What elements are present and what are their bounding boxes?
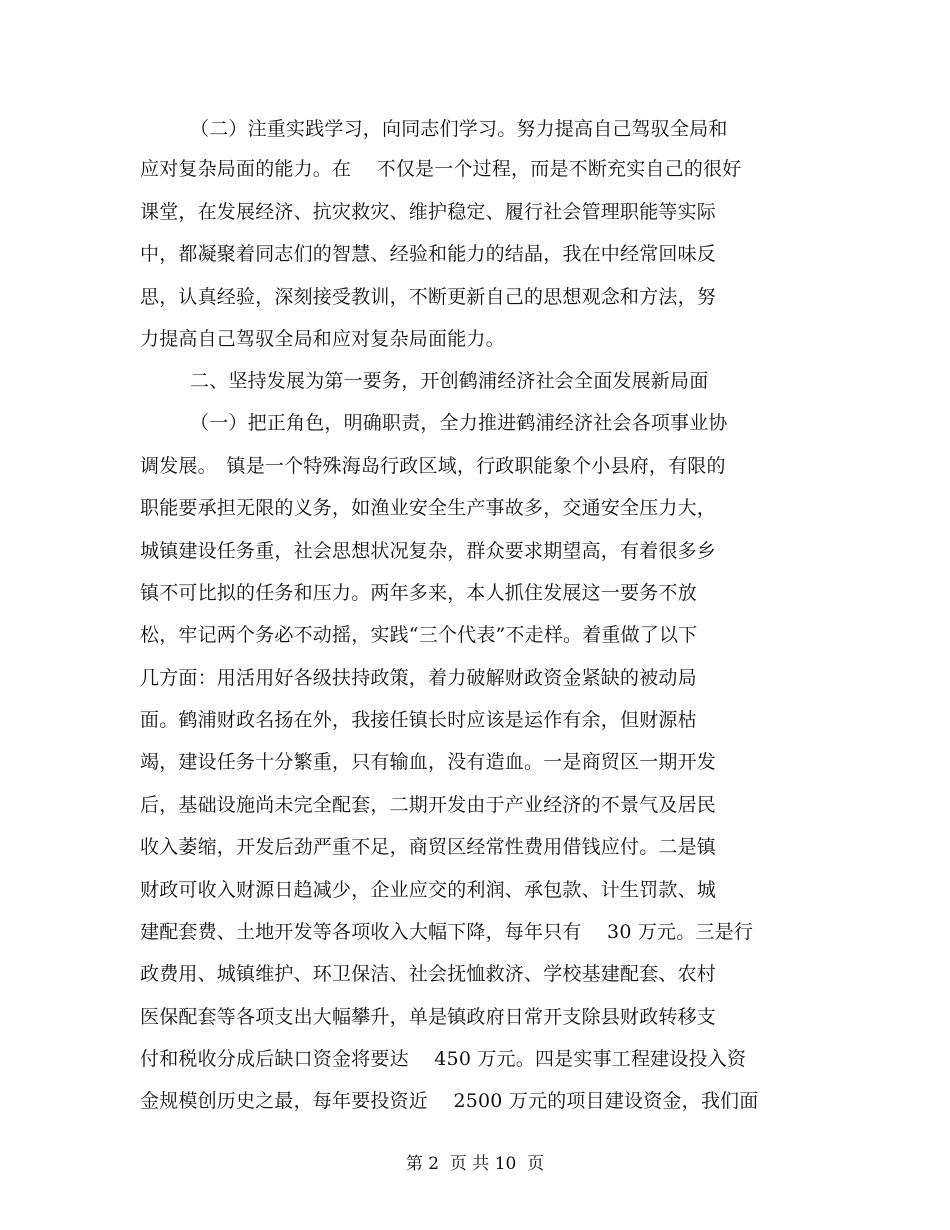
paragraph-line-9: 调发展。 镇是一个特殊海岛行政区域，行政职能象个小县府，有限的 — [140, 455, 726, 477]
page-number-footer: 第 2 页 共 10 页 — [405, 1154, 545, 1174]
section-heading: 二、坚持发展为第一要务，开创鹤浦经济社会全面发展新局面 — [190, 370, 709, 392]
paragraph-line-13: 松，牢记两个务必不动摇，实践“三个代表”不走样。着重做了以下 — [140, 624, 698, 646]
paragraph-line-21: 政费用、城镇维护、环卫保洁、社会抚恤救济、学校基建配套、农村 — [140, 963, 717, 985]
paragraph-line-1: （二）注重实践学习，向同志们学习。努力提高自己驾驭全局和 — [190, 118, 728, 140]
paragraph-line-24: 金规模创历史之最，每年要投资近 2500 万元的项目建设资金，我们面 — [140, 1090, 759, 1112]
paragraph-line-14: 几方面：用活用好各级扶持政策，着力破解财政资金紧缺的被动局 — [140, 667, 697, 689]
paragraph-line-22: 医保配套等各项支出大幅攀升，单是镇政府日常开支除县财政转移支 — [140, 1006, 717, 1028]
paragraph-line-23: 付和税收分成后缺口资金将要达 450 万元。四是实事工程建设投入资 — [140, 1048, 747, 1070]
paragraph-line-11: 城镇建设任务重，社会思想状况复杂，群众要求期望高，有着很多乡 — [140, 540, 717, 562]
paragraph-line-20: 建配套费、土地开发等各项收入大幅下降，每年只有 30 万元。三是行 — [140, 921, 754, 943]
paragraph-line-19: 财政可收入财源日趋减少，企业应交的利润、承包款、计生罚款、城 — [140, 879, 717, 901]
paragraph-line-15: 面。鹤浦财政名扬在外，我接任镇长时应该是运作有余，但财源枯 — [140, 709, 697, 731]
paragraph-line-8: （一）把正角色，明确职责，全力推进鹤浦经济社会各项事业协 — [190, 412, 728, 434]
paragraph-line-2: 应对复杂局面的能力。在 不仅是一个过程，而是不断充实自己的很好 — [140, 158, 742, 180]
paragraph-line-17: 后，基础设施尚未完全配套，二期开发由于产业经济的不景气及居民 — [140, 794, 717, 816]
paragraph-line-3: 课堂，在发展经济、抗灾救灾、维护稳定、履行社会管理职能等实际 — [140, 201, 717, 223]
paragraph-line-16: 竭，建设任务十分繁重，只有输血，没有造血。一是商贸区一期开发 — [140, 751, 717, 773]
paragraph-line-6: 力提高自己驾驭全局和应对复杂局面能力。 — [140, 328, 505, 350]
paragraph-line-10: 职能要承担无限的义务，如渔业安全生产事故多，交通安全压力大， — [140, 497, 717, 519]
paragraph-line-5: 思，认真经验，深刻接受教训，不断更新自己的思想观念和方法，努 — [140, 286, 717, 308]
paragraph-line-18: 收入萎缩，开发后劲严重不足，商贸区经常性费用借钱应付。二是镇 — [140, 836, 717, 858]
paragraph-line-12: 镇不可比拟的任务和压力。两年多来，本人抓住发展这一要务不放 — [140, 582, 697, 604]
paragraph-line-4: 中，都凝聚着同志们的智慧、经验和能力的结晶，我在中经常回味反 — [140, 243, 717, 265]
